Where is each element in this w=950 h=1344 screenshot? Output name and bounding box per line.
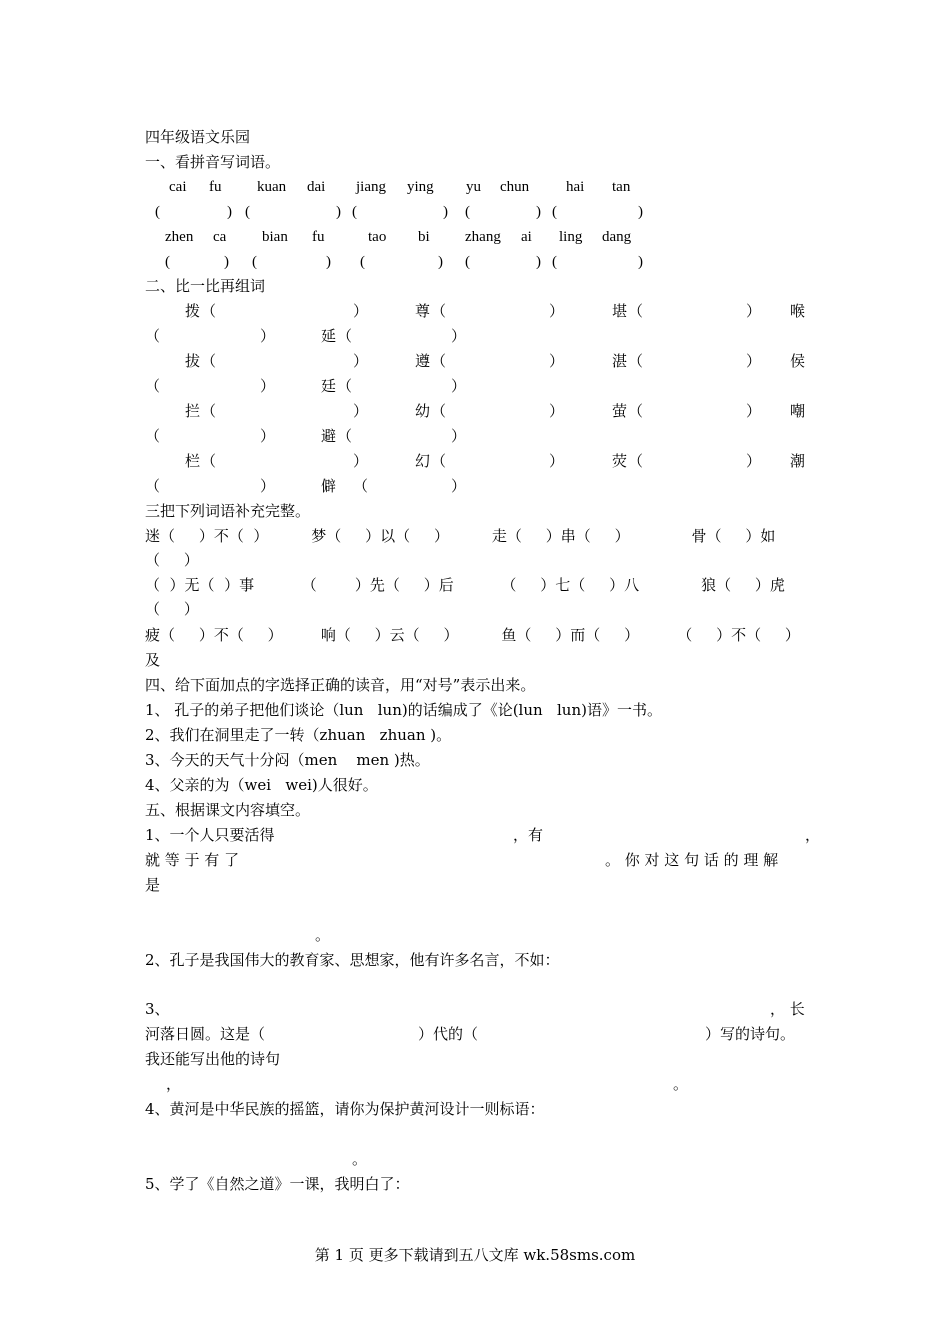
bracket: ) (638, 254, 643, 270)
bracket: ( (252, 254, 257, 270)
bracket: ） (746, 302, 762, 320)
bracket: ( (360, 254, 365, 270)
pronunciation-question: 2、我们在洞里走了一转（zhuan zhuan )。 (145, 726, 452, 744)
bracket: ) (438, 254, 443, 270)
pinyin: bian (262, 229, 288, 245)
pinyin: cai (169, 179, 187, 195)
bracket: ( (155, 204, 160, 220)
bracket: ） (260, 327, 276, 345)
char: 拔 (185, 352, 201, 370)
fill-question-3: ， (166, 1075, 182, 1093)
fill-question-3: ）代的（ (418, 1025, 479, 1043)
fill-question-5: 5、学了《自然之道》一课，我明白了： (145, 1175, 410, 1193)
section-4-heading: 四、给下面加点的字选择正确的读音，用“对号”表示出来。 (145, 676, 536, 694)
bracket: ( (352, 204, 357, 220)
fill-question-1: 1、一个人只要活得 (145, 826, 275, 844)
bracket: ） (746, 402, 762, 420)
pronunciation-question: 1、 孔子的弟子把他们谈论（lun lun)的话编成了《论(lun lun)语》一书。 (145, 701, 662, 719)
idiom-line: 疲（ ）不（ ） 响（ ）云（ ） 鱼（ ）而（ ） （ ）不（ ） (145, 626, 800, 644)
bracket: （ (145, 377, 161, 395)
bracket: （ (628, 352, 644, 370)
idiom-line: （ ） (145, 600, 199, 618)
pronunciation-question: 3、今天的天气十分闷（men men )热。 (145, 751, 430, 769)
bracket: ） (451, 327, 467, 345)
pinyin: jiang (356, 179, 386, 195)
section-3-heading: 三把下列词语补充完整。 (145, 502, 311, 520)
pronunciation-question: 4、父亲的为（wei wei)人很好。 (145, 776, 378, 794)
fill-question-3: ， 长 (770, 1000, 805, 1018)
bracket: （ (145, 327, 161, 345)
pinyin: fu (312, 229, 325, 245)
fill-question-2: 2、孔子是我国伟大的教育家、思想家，他有许多名言，不如： (145, 951, 560, 969)
idiom-line: 及 (145, 651, 161, 669)
bracket: ( (165, 254, 170, 270)
section-5-heading: 五、根据课文内容填空。 (145, 801, 311, 819)
char: 避 (321, 427, 337, 445)
page-footer: 第 1 页 更多下载请到五八文库 wk.58sms.com (314, 1246, 636, 1264)
bracket: ） (353, 302, 369, 320)
char: 幼 (415, 402, 431, 420)
pinyin: hai (566, 179, 585, 195)
bracket: （ (431, 402, 447, 420)
fill-question-1: 。 你 对 这 句 话 的 理 解 (605, 851, 779, 869)
bracket: ） (746, 452, 762, 470)
char: 堪 (612, 302, 628, 320)
bracket: （ (431, 452, 447, 470)
char: 延 (321, 327, 337, 345)
bracket: （ (337, 377, 353, 395)
char: 遵 (415, 352, 431, 370)
bracket: （ (145, 477, 161, 495)
bracket: （ (431, 352, 447, 370)
bracket: ) (227, 204, 232, 220)
bracket: ） (451, 477, 467, 495)
char: 侯 (790, 352, 806, 370)
idiom-line: （ ） (145, 551, 199, 569)
pinyin: ling (559, 229, 583, 245)
section-2-heading: 二、比一比再组词 (145, 277, 266, 295)
char: 尊 (415, 302, 431, 320)
bracket: ) (326, 254, 331, 270)
pinyin: bi (418, 229, 430, 245)
page-title: 四年级语文乐园 (145, 128, 251, 146)
pinyin: ai (521, 229, 532, 245)
char: 幻 (415, 452, 431, 470)
pinyin: zhen (165, 229, 194, 245)
bracket: ） (549, 352, 565, 370)
bracket: （ (201, 352, 217, 370)
char: 潮 (790, 452, 806, 470)
pinyin: zhang (465, 229, 501, 245)
bracket: ） (549, 402, 565, 420)
bracket: （ (201, 452, 217, 470)
char: 拨 (185, 302, 201, 320)
fill-question-4: 。 (352, 1150, 368, 1168)
fill-question-3: 河落日圆。这是（ (145, 1025, 266, 1043)
idiom-line: 迷（ ）不（ ） 梦（ ）以（ ） 走（ ）串（ ） 骨（ ）如 (145, 527, 776, 545)
pinyin: tan (612, 179, 631, 195)
bracket: ( (465, 204, 470, 220)
bracket: ) (638, 204, 643, 220)
idiom-line: （ ）无（ ）事 （ ）先（ ）后 （ ）七（ ）八 狼（ ）虎 (145, 576, 785, 594)
bracket: （ (201, 302, 217, 320)
bracket: （ (201, 402, 217, 420)
bracket: （ (628, 302, 644, 320)
bracket: ) (443, 204, 448, 220)
pinyin: dang (602, 229, 632, 245)
char: 萤 (612, 402, 628, 420)
char: 喉 (790, 302, 806, 320)
fill-question-1: 是 (145, 876, 161, 894)
bracket: （ (337, 427, 353, 445)
bracket: ) (536, 254, 541, 270)
char: 栏 (185, 452, 201, 470)
fill-question-1: ， (805, 826, 821, 844)
bracket: ) (224, 254, 229, 270)
bracket: ) (536, 204, 541, 220)
bracket: ） (353, 402, 369, 420)
pinyin: ca (213, 229, 227, 245)
pinyin: yu (466, 179, 481, 195)
char: 拦 (185, 402, 201, 420)
fill-question-1: ，有 (513, 826, 544, 844)
bracket: ） (353, 452, 369, 470)
bracket: ） (451, 427, 467, 445)
section-1-heading: 一、看拼音写词语。 (145, 153, 281, 171)
pinyin: kuan (257, 179, 287, 195)
bracket: ） (260, 477, 276, 495)
fill-question-3: 。 (673, 1075, 689, 1093)
char: 湛 (612, 352, 628, 370)
bracket: ） (549, 452, 565, 470)
bracket: ） (746, 352, 762, 370)
pinyin: tao (368, 229, 387, 245)
bracket: ） (353, 352, 369, 370)
bracket: ） (451, 377, 467, 395)
bracket: （ (431, 302, 447, 320)
fill-question-1: 。 (315, 926, 331, 944)
pinyin: dai (307, 179, 326, 195)
bracket: ( (552, 254, 557, 270)
char: 嘲 (790, 402, 806, 420)
bracket: （ (628, 402, 644, 420)
fill-question-4: 4、黄河是中华民族的摇篮，请你为保护黄河设计一则标语： (145, 1100, 545, 1118)
bracket: ( (465, 254, 470, 270)
pinyin: chun (500, 179, 530, 195)
char: 廷 (321, 377, 337, 395)
fill-question-3: 3、 (145, 1000, 170, 1018)
bracket: ( (245, 204, 250, 220)
bracket: （ (628, 452, 644, 470)
char: 僻 (321, 477, 337, 495)
bracket: （ (145, 427, 161, 445)
pinyin: fu (209, 179, 222, 195)
bracket: （ (337, 327, 353, 345)
char: 荧 (612, 452, 628, 470)
fill-question-3: ）写的诗句。 (705, 1025, 796, 1043)
fill-question-1: 就 等 于 有 了 (145, 851, 240, 869)
bracket: ） (549, 302, 565, 320)
bracket: ） (260, 377, 276, 395)
fill-question-3: 我还能写出他的诗句 (145, 1050, 281, 1068)
bracket: （ (353, 477, 369, 495)
bracket: ） (260, 427, 276, 445)
bracket: ) (336, 204, 341, 220)
bracket: ( (552, 204, 557, 220)
pinyin: ying (407, 179, 434, 195)
